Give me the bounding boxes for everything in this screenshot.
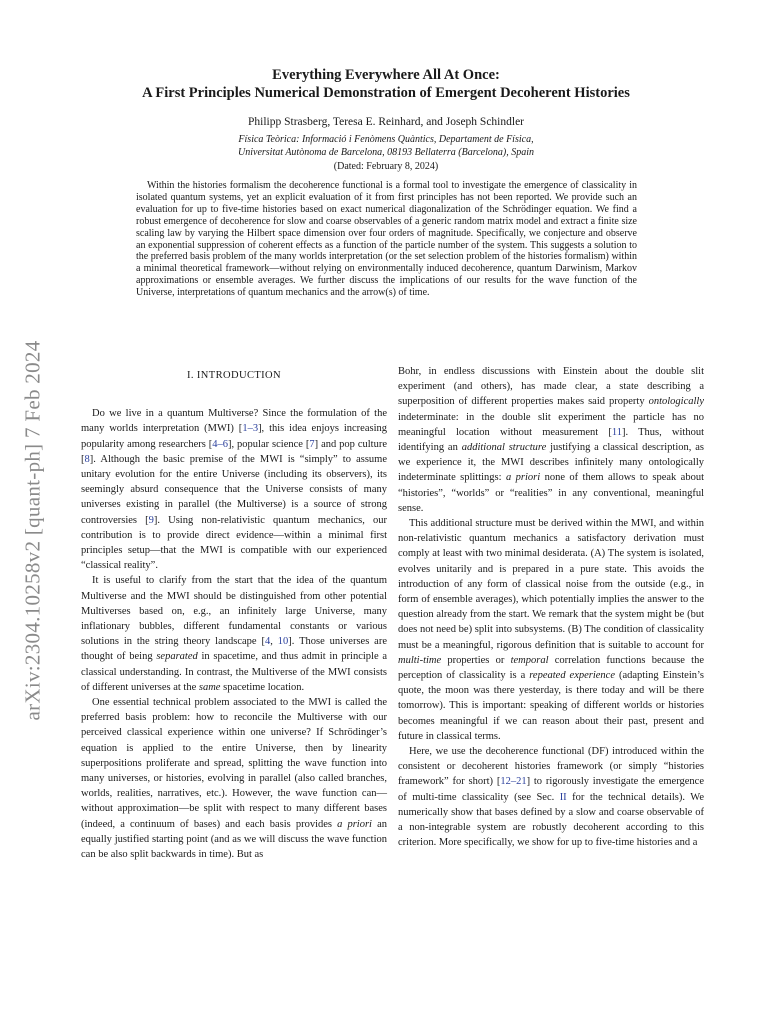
emphasis: additional structure [461,442,547,454]
citation-link[interactable]: 10 [277,636,289,648]
section-heading-introduction: I. INTRODUCTION [186,370,282,381]
emphasis: temporal [510,654,549,666]
citation-link[interactable]: 1–3 [242,423,259,435]
citation-link[interactable]: 8 [84,453,90,465]
text-run: none of them allows to speak about “histories”, “worlds” or “realities” in any conventional, meaningful sense. [398,472,705,514]
text-run: properties or [441,654,511,666]
right-column [398,364,704,851]
text-run: ]. Those universes are thought of being [81,636,387,663]
citation-link[interactable]: 9 [148,514,154,526]
text-run: , [270,636,278,648]
paragraph [81,406,387,573]
emphasis: ontologically [648,396,704,408]
citation-link[interactable]: 7 [309,438,315,450]
abstract: Within the histories formalism the decoherence functional is a formal tool to investigate the emergence of classicality in isolated quantum systems, yet an explicit evaluation of it from first principles has not been reported. We provide such an evaluation for up to five-time histories based on exact numerical diagonalization of the Schrödinger equation. We find a robust emergence of decoherence for slow and coarse observables of a generic random matrix model and extract a finite size scaling law by varying the Hilbert space dimension over four orders of magnitude. Specifically, we conjecture and observe an exponential suppression of coherent effects as a function of the particle number of the system. This suggests a solution to the preferred basis problem of the many worlds interpretation (or the set selection problem of the histories formalism) within a minimal theoretical framework—without relying on environmentally induced decoherence, quantum Darwinism, Markov approximations or ensemble averages. We further discuss the implications of our results for the wave function of the Universe, interpretations of quantum mechanics and the arrow(s) of time. [136,180,637,299]
paragraph [81,695,387,862]
paragraph [81,573,387,695]
author-list: Philipp Strasberg, Teresa E. Reinhard, and Joseph Schindler [248,116,524,128]
text-run: spacetime location. [220,681,305,693]
text-run: in spacetime, and thus admit in principle a classical understanding. In contrast, the Multiverse of the MWI consists of different universes at the [81,651,387,693]
arxiv-side-stamp [8,270,58,790]
arxiv-identifier[interactable]: arXiv:2304.10258v2 [quant-ph] 7 Feb 2024 [20,339,45,721]
affiliation [80,133,692,159]
citation-link[interactable]: 11 [611,426,623,438]
emphasis: a priori [337,818,372,830]
text-run: ] to rigorously investigate the emergence of multi-time classicality (see Sec. [398,776,704,803]
emphasis: separated [156,651,198,663]
text-run: an equally justified starting point (and as we will discuss the wave function can be also split backwards in time). But as [81,818,387,861]
citation-link[interactable]: 4–6 [212,438,228,450]
text-run: One essential technical problem associated to the MWI is called the preferred basis problem: how to reconcile the Multiverse with our perceived classical experience within one universe? If Schrödinger’s equation is applied to the entire Universe, then by linearity superpositions proliferate and spread, splitting the wave function into many universes, or histories, evolving in parallel (also called branches, worlds, realities, narratives, etc.). However, the wave function can—without approximation—be split with respect to many different bases (indeed, a continuum of bases) and each basis provides [81,697,387,830]
affiliation-line-2: Universitat Autònoma de Barcelona, 08193 Bellaterra (Barcelona), Spain [238,147,534,158]
text-run: ], popular science [ [228,438,310,450]
paragraph [398,516,704,744]
text-run: ], this idea enjoys increasing popularity among researchers [ [81,423,387,450]
affiliation-line-1: Física Teòrica: Informació i Fenòmens Quàntics, Departament de Física, [238,134,534,145]
text-run: ]. Using non-relativistic quantum mechanics, our contribution is to provide direct evidence—within a minimal first principles setup—that the MWI is compatible with our experienced “classical reality”. [81,514,388,572]
citation-link[interactable]: 12–21 [500,776,527,788]
text-run: Bohr, in endless discussions with Einstein about the double slit experiment (and others), has made clear, a state describing a superposition of different properties makes said property [398,366,704,408]
emphasis: a priori [505,472,541,484]
title-line-2: A First Principles Numerical Demonstration of Emergent Decoherent Histories [142,85,630,101]
text-run: for the technical details). We numerically show that bases defined by a slow and coarse observable of a non-integrable system are robustly decoherent according to this criterion. More specifically, we show for up to five-time histories and a [398,791,704,849]
emphasis: multi-time [398,654,442,666]
text-run: Do we live in a quantum Multiverse? Since the formulation of the many worlds interpretation (MWI) [ [81,408,387,435]
paragraph [398,364,704,516]
dated-line: (Dated: February 8, 2024) [333,161,439,172]
text-run: correlation functions because the perception of classicality is a [398,654,705,682]
section-link[interactable]: II [559,791,567,803]
text-run: (adapting Einstein’s quote, the moon was there yesterday, is there today and will be there tomorrow). This is important: speaking of different worlds or histories becomes meaningful if we can reason about their past, present and future in classical terms. [398,670,705,742]
paragraph [398,744,704,850]
text-run: Here, we use the decoherence functional (DF) introduced within the consistent or decoherent histories framework (or simply “histories framework” for short) [ [398,746,704,788]
text-run: indeterminate: in the double slit experiment the particle has no meaningful location without measurement [ [398,411,704,438]
emphasis: repeated experience [529,670,615,682]
text-run: ] and pop culture [ [81,438,387,465]
text-run: justifying a classical description, as we experience it, the MWI describes infinitely many ontologically indeterminate splittings: [398,442,704,484]
text-run: This additional structure must be derived within the MWI, and within non-relativistic quantum mechanics a satisfactory derivation must comply at least with two minimal desiderata. (A) The system is isolated, evolves unitarily and is prepared in a pure state. This avoids the introduction of any form of classical noise from the outside (e.g., in form of ensemble averages), which potentially implies the answer to the question already from the start. We remark that the system might be (but does not need be) split into subsystems. (B) The condition of classicality must be a meaningful, rigorous definition that is suitable to account for [398,518,704,651]
left-column [81,368,387,862]
emphasis: same [198,681,221,693]
citation-link[interactable]: 4 [264,636,271,648]
title-line-1: Everything Everywhere All At Once: [272,67,500,83]
text-run: ]. Although the basic premise of the MWI is “simply” to assume unitary evolution for the entire Universe (including its observers), its seemingly absurd consequence that the Universe consists of many universes existing in parallel (the Multiverse) is a source of strong controversies [ [81,453,387,526]
text-run: ]. Thus, without identifying an [398,426,704,454]
text-run: It is useful to clarify from the start that the idea of the quantum Multiverse and the MWI should be distinguished from other potential Multiverses based on, e.g., an infinitely large Universe, many inflationary bubbles, different fundamental constants or various solutions in the string theory landscape [ [81,575,387,648]
paper-title [80,66,692,102]
